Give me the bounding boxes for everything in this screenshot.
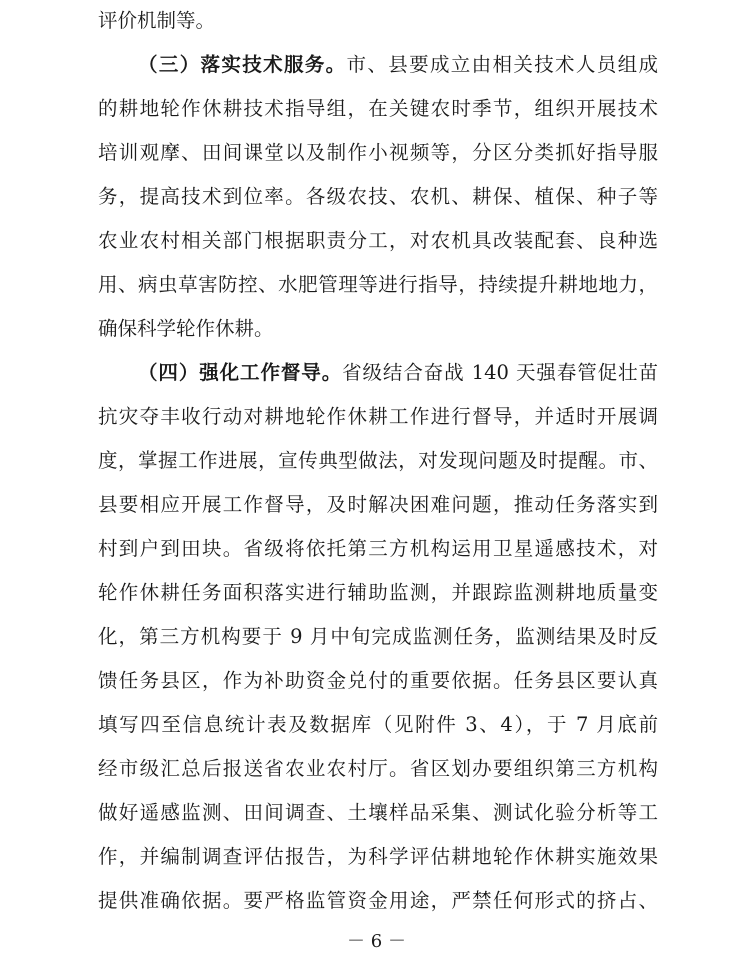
body-text-line: 的耕地轮作休耕技术指导组，在关键农时季节，组织开展技术: [98, 97, 658, 120]
body-text-line: 确保科学轮作休耕。: [98, 317, 274, 340]
body-text-line: 市、县要成立由相关技术人员组成: [346, 53, 658, 76]
page-number: － 6 －: [347, 931, 406, 952]
body-text-line: 培训观摩、田间课堂以及制作小视频等，分区分类抓好指导服: [98, 141, 658, 164]
body-text-line: 化，第三方机构要于 9 月中旬完成监测任务，监测结果及时反: [98, 625, 658, 648]
section-4-first-line: [138, 356, 658, 390]
body-text-line: 作，并编制调查评估报告，为科学评估耕地轮作休耕实施效果: [98, 845, 658, 868]
body-text-line: 抗灾夺丰收行动对耕地轮作休耕工作进行督导，并适时开展调: [98, 405, 658, 428]
section-3-heading: （三）落实技术服务。: [138, 53, 347, 76]
body-text-line: 做好遥感监测、田间调查、土壤样品采集、测试化验分析等工: [98, 801, 658, 824]
section-4-heading: （四）强化工作督导。: [138, 361, 343, 384]
body-text-line: 县要相应开展工作督导，及时解决困难问题，推动任务落实到: [98, 493, 658, 516]
body-text-line: 馈任务县区，作为补助资金兑付的重要依据。任务县区要认真: [98, 669, 658, 692]
section-3-first-line: [138, 48, 658, 82]
body-text-line: 省级结合奋战 140 天强春管促壮苗: [342, 361, 658, 384]
body-text-line: 务，提高技术到位率。各级农技、农机、耕保、植保、种子等: [98, 185, 658, 208]
body-text-line: 轮作休耕任务面积落实进行辅助监测，并跟踪监测耕地质量变: [98, 581, 658, 604]
body-text-line: 农业农村相关部门根据职责分工，对农机具改装配套、良种选: [98, 229, 658, 252]
body-text-line: 经市级汇总后报送省农业农村厅。省区划办要组织第三方机构: [98, 757, 658, 780]
body-text-line: 评价机制等。: [98, 9, 216, 32]
body-text-line: 提供准确依据。要严格监管资金用途，严禁任何形式的挤占、: [98, 889, 658, 912]
body-text-line: 用、病虫草害防控、水肥管理等进行指导，持续提升耕地地力，: [98, 273, 658, 296]
body-text-line: 村到户到田块。省级将依托第三方机构运用卫星遥感技术，对: [98, 537, 658, 560]
body-text-line: 填写四至信息统计表及数据库（见附件 3、4），于 7 月底前: [98, 713, 658, 736]
body-text-line: 度，掌握工作进展，宣传典型做法，对发现问题及时提醒。市、: [98, 449, 658, 472]
